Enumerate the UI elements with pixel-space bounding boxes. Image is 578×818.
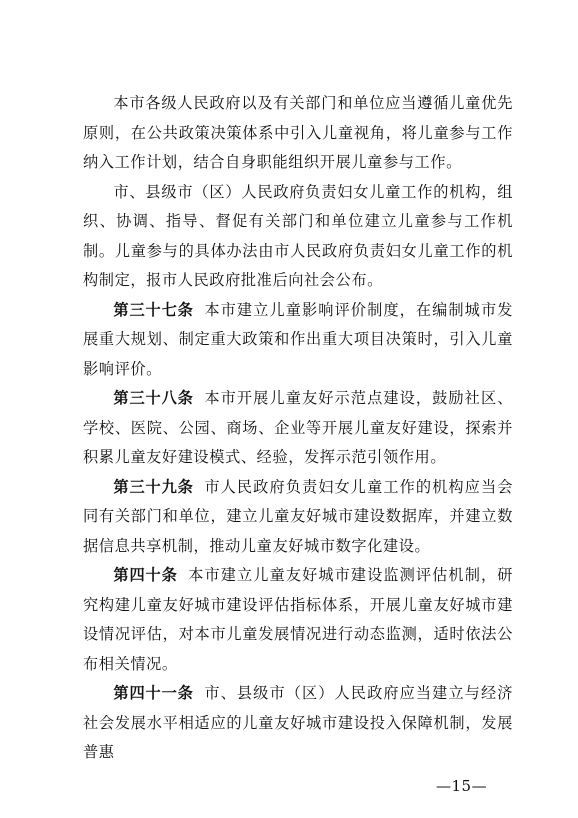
article-number: 第四十一条: [113, 684, 194, 702]
article-37: [83, 296, 513, 385]
paragraph-participation-mechanism: [83, 178, 513, 296]
article-40: [83, 561, 513, 679]
article-text: 本市建立儿童友好城市建设监测评估机制，研究构建儿童友好城市建设评估指标体系，开展儿童友好城市建设情况评估，对本市儿童发展情况进行动态监测，适时依法公布相关情况。: [83, 566, 513, 673]
document-body: [83, 89, 513, 768]
article-text: 市、县级市（区）人民政府应当建立与经济社会发展水平相适应的儿童友好城市建设投入保障机制，发展普惠: [83, 684, 514, 761]
article-39: [83, 473, 513, 562]
article-text: 本市建立儿童影响评价制度，在编制城市发展重大规划、制定重大政策和作出重大项目决策时，引入儿童影响评价。: [83, 300, 514, 378]
article-text: 本市开展儿童友好示范点建设，鼓励社区、学校、医院、公园、商场、企业等开展儿童友好建设，探索并积累儿童友好建设模式、经验，发挥示范引领作用。: [83, 389, 514, 466]
article-number: 第三十九条: [113, 477, 194, 496]
paragraph-text: 市、县级市（区）人民政府负责妇女儿童工作的机构，组织、协调、指导、督促有关部门和单位建立儿童参与工作机制。儿童参与的具体办法由市人民政府负责妇女儿童工作的机构制定，报市人民政府批准后向社会公布。: [83, 182, 513, 289]
article-number: 第三十八条: [113, 389, 194, 407]
article-number: 第四十条: [113, 566, 178, 584]
article-text: 市人民政府负责妇女儿童工作的机构应当会同有关部门和单位，建立儿童友好城市建设数据库，并建立数据信息共享机制，推动儿童友好城市数字化建设。: [83, 477, 514, 555]
paragraph-text: 本市各级人民政府以及有关部门和单位应当遵循儿童优先原则，在公共政策决策体系中引入儿童视角，将儿童参与工作纳入工作计划，结合自身职能组织开展儿童参与工作。: [83, 94, 513, 171]
article-number: 第三十七条: [113, 300, 194, 319]
article-41: [83, 679, 513, 768]
paragraph-child-priority: [83, 89, 513, 178]
page-number: —15—: [436, 777, 488, 795]
article-38: [83, 384, 513, 473]
